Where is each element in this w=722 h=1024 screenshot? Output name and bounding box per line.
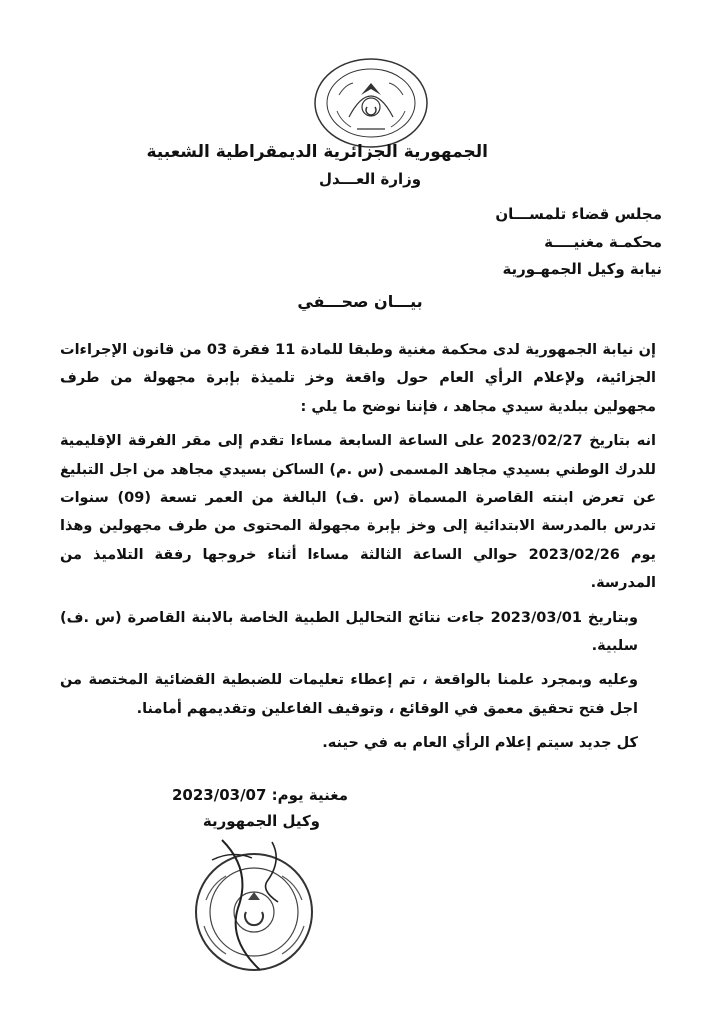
state-emblem-icon — [309, 55, 433, 151]
republic-name: الجمهورية الجزائرية الديمقراطية الشعبية — [146, 142, 488, 162]
court-name: محكمـة مغنيــــة — [544, 233, 662, 251]
court-council-name: مجلس قضاء تلمســـان — [495, 205, 662, 223]
ministry-name: وزارة العـــدل — [318, 170, 422, 188]
document-title: بيـــان صحـــفي — [297, 292, 423, 311]
paragraph-medical-results: وبتاريخ 2023/03/01 جاءت نتائج التحاليل الطبية الخاصة بالابنة القاصرة (س .ف) سلبية. — [60, 609, 638, 655]
paragraph-facts: انه بتاريخ 2023/02/27 على الساعة السابعة مساءا تقدم إلى مقر الفرقة الإقليمية للدرك الوطني بسيدي مجاهد المسمى (س .م) الساكن بسيدي مجاهد من اجل التبليغ عن تعرض ابنته القاصرة المسماة (س .ف) البالغة من العمر تسعة (09) سنوات تدرس بالمدرسة الابتدائية إلى وخز بإبرة مجهولة المحتوى من طرف مجهولين وهذا يوم 2023/02/26 حوالي الساعة الثالثة مساءا أثناء خروجها رفقة التلاميذ من المدرسة. — [60, 433, 656, 592]
paragraph-closing: كل جديد سيتم إعلام الرأي العام به في حينه. — [322, 735, 638, 752]
paragraph-intro: إن نيابة الجمهورية لدى محكمة مغنية وطبقا للمادة 11 فقرة 03 من قانون الإجراءات الجزائية، ولإعلام الرأي العام حول واقعة وخز تلميذة بإبرة مجهولة من طرف مجهولين ببلدية سيدي مجاهد ، فإننا نوضح ما يلي : — [60, 342, 657, 415]
signature-date: مغنية يوم: 2023/03/07 — [171, 786, 348, 804]
statement-body — [60, 336, 656, 758]
official-stamp-icon — [182, 830, 332, 980]
paragraph-instructions: وعليه وبمجرد علمنا بالواقعة ، تم إعطاء تعليمات للضبطية القضائية المختصة من اجل فتح تحقيق معمق في الوقائع ، وتوقيف الفاعلين وتقديمهم أمامنا. — [60, 672, 638, 717]
signer-title: وكيل الجمهورية — [202, 812, 320, 830]
prosecution-office-name: نيابة وكيل الجمهـورية — [502, 260, 662, 278]
